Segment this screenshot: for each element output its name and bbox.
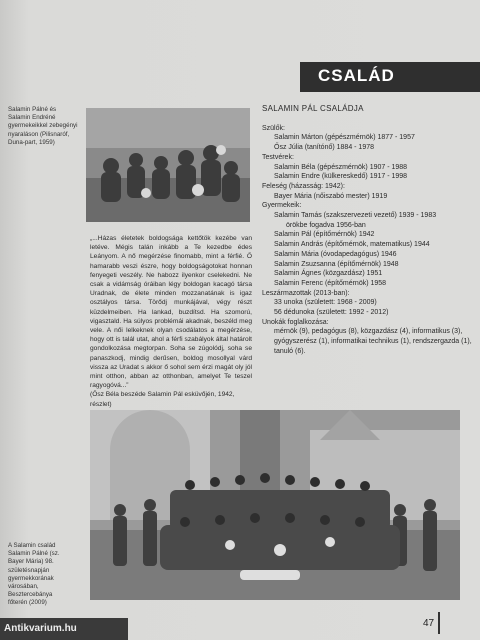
child-item: Salamin Zsuzsanna (építőmérnök) 1948 bbox=[274, 260, 399, 268]
children-label: Gyermekeik: bbox=[262, 202, 302, 210]
child-item: Salamin Mária (óvodapedagógus) 1946 bbox=[274, 250, 397, 258]
photo-top-caption: Salamin Pálné és Salamin Endréné gyermekeikkel zebegényi nyaraláson (Pilisnaróf, Duna-part, 1959) bbox=[8, 106, 78, 146]
page-title: CSALÁD bbox=[318, 66, 395, 85]
photo-top bbox=[86, 108, 250, 222]
photo-bottom-caption: A Salamin család Salamin Pálné (sz. Bayer Mária) 98. születésnapján gyermekkorának városában, Besztercebánya főterén (2009) bbox=[8, 542, 60, 607]
parents-label: Szülők: bbox=[262, 124, 285, 132]
descendants-label: Leszármazottak (2013-ban): bbox=[262, 289, 350, 297]
page-number-rule bbox=[438, 612, 440, 634]
siblings-label: Testvérek: bbox=[262, 153, 294, 161]
wedding-speech-quote bbox=[90, 234, 252, 409]
descendant-item: 56 dédunoka (született: 1992 - 2012) bbox=[274, 309, 389, 317]
occupations-label: Unokák foglalkozása: bbox=[262, 318, 329, 326]
child-item: Salamin Pál (építőmérnök) 1942 bbox=[274, 231, 375, 239]
child-item: Salamin András (építőmérnök, matematikus) 1944 bbox=[274, 241, 430, 249]
watermark: Antikvarium.hu bbox=[0, 618, 128, 640]
parent-item: Ősz Júlia (tanítónő) 1884 - 1978 bbox=[274, 144, 375, 152]
occupations-text: mérnök (9), pedagógus (8), közgazdász (4), informatikus (3), gyógyszerész (1), informatikai technikus (1), rendszergazda (1), tanuló (6). bbox=[274, 328, 472, 355]
child-item: Salamin Ferenc (építőmérnök) 1958 bbox=[274, 279, 387, 287]
quote-text: „...Házas életetek boldogsága kettőtök kezébe van letéve. Mégis talán inkább a Te kezedbe édes Leányom. A nő megérzése finomabb, mint a férfié. Ő hamarabb veszi észre, hogy boldogságotokat honnan fenyegeti veszély. Ne habozz ilyenkor cselekedni. Ne csak a vidámság óráiban légy boldogan kacagó társa Uradnak, de élete minden mozzanatának is igaz osztályos társa. Törődj munkájával, végy részt küzdelmeiben. Ha lankad, buzdítsd. Ha szomorú, vigasztald. Ha súlyos problémái akadnak, beszéld meg vele. A női lelkeknek olyan csodálatos a megérzése, hogy ott is talál utat, ahol a férfi szabályok által határolt gondolkozása megtorpan. Soha se zúgolódj, soha se panaszkodj, mindig derűsen, boldog mosollyal várd vissza az Uradat s akkor ő sohol sem érzi magát oly jól mint otthon, abban az otthonban, amelyet Te teszel ragyogóvá...” bbox=[90, 235, 252, 390]
sibling-item: Salamin Béla (gépészmérnök) 1907 - 1988 bbox=[274, 163, 408, 171]
family-outing-photo bbox=[86, 108, 250, 222]
sibling-item: Salamin Endre (külkereskedő) 1917 - 1998 bbox=[274, 173, 408, 181]
child-item: Salamin Ágnes (közgazdász) 1951 bbox=[274, 270, 383, 278]
adopted-note: örökbe fogadva 1956-ban bbox=[286, 221, 366, 229]
parent-item: Salamin Márton (gépészmérnök) 1877 - 1957 bbox=[274, 134, 415, 142]
child-item: Salamin Tamás (szakszervezeti vezető) 1939 - 1983 bbox=[274, 212, 437, 220]
spouse-item: Bayer Mária (nőiszabó mester) 1919 bbox=[274, 192, 388, 200]
family-section bbox=[262, 104, 474, 357]
family-group-photo bbox=[90, 410, 460, 600]
quote-source: (Ősz Béla beszéde Salamin Pál esküvőjén, 1942, részlet) bbox=[90, 391, 235, 408]
descendant-item: 33 unoka (született: 1968 - 2009) bbox=[274, 299, 377, 307]
family-title: SALAMIN PÁL CSALÁDJA bbox=[262, 104, 364, 113]
page-number: 47 bbox=[423, 618, 435, 629]
spouse-label: Feleség (házasság: 1942): bbox=[262, 182, 345, 190]
photo-bottom bbox=[90, 410, 460, 600]
